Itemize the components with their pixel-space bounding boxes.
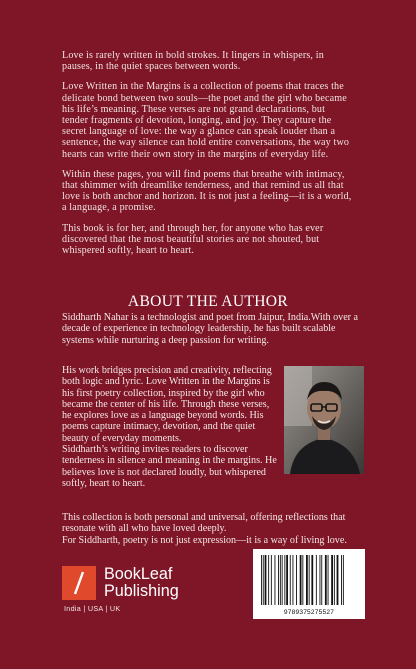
barcode-bar <box>275 555 276 605</box>
barcode-bar <box>343 555 344 605</box>
barcode-bar <box>268 555 269 605</box>
barcode-bar <box>328 555 329 605</box>
barcode-bar <box>302 555 303 605</box>
barcode-bar <box>316 555 317 605</box>
barcode-bar <box>306 555 308 605</box>
about-author-heading: ABOUT THE AUTHOR <box>127 293 289 310</box>
barcode-bar <box>263 555 264 605</box>
author-bio-closing <box>62 512 362 546</box>
barcode-bar <box>265 555 267 605</box>
bio-paragraph: His work bridges precision and creativity, reflecting both logic and lyric. Love Written in the Margins is his first poetry collection, inspired by the girl who became the center of his life. Through these verses, he explores love as a language beyond words. His poems capture intimacy, devotion, and the quiet beauty of everyday moments. <box>62 365 272 444</box>
publisher-locations: India | USA | UK <box>64 604 121 613</box>
bio-paragraph: This collection is both personal and universal, offering reflections that resonate with all who have loved deeply. <box>62 512 346 535</box>
publisher-name-line2: Publishing <box>104 582 179 600</box>
blurb-paragraph: This book is for her, and through her, for anyone who has ever discovered that the most beautiful stories are not shouted, but whispered softly, heart to heart. <box>62 222 324 257</box>
barcode-bar <box>334 555 335 605</box>
isbn-number: 9789375275527 <box>283 609 335 616</box>
blurb-paragraph: Love is rarely written in bold strokes. It lingers in whispers, in pauses, in the quiet spaces between words. <box>62 50 324 73</box>
bio-paragraph: For Siddharth, poetry is not just expression—it is a way of living love. <box>62 534 347 546</box>
barcode-bar <box>321 555 322 605</box>
blurb-paragraph: Within these pages, you will find poems that breathe with intimacy, that shimmer with dreamlike tenderness, and that remind us all that love is both anchor and horizon. It is not just a feeling—it is a world, a language, a promise. <box>62 168 352 214</box>
barcode-bar <box>296 555 297 605</box>
bio-paragraph: Siddharth’s writing invites readers to discover tenderness in silence and meaning in the margins. He believes love is not declared loudly, but whispered softly, heart to heart. <box>62 444 277 489</box>
barcode-bar <box>331 555 333 605</box>
isbn-barcode <box>253 549 365 619</box>
publisher-name-line1: BookLeaf <box>104 565 173 583</box>
barcode-bar <box>271 555 272 605</box>
bookleaf-slash-icon <box>62 566 96 600</box>
publisher-name <box>104 566 179 600</box>
back-cover-blurb <box>62 50 352 265</box>
barcode-bar <box>278 555 279 605</box>
barcode-bar <box>309 555 310 605</box>
bio-paragraph: Siddharth Nahar is a technologist and poet from Jaipur, India.With over a decade of experience in technology leadership, he has built scalable systems while nurturing a deep passion for writing. <box>62 312 359 346</box>
bookleaf-logo <box>62 566 96 600</box>
author-portrait-icon <box>284 366 364 474</box>
barcode-bar <box>337 555 339 605</box>
barcode-bars-icon <box>253 549 365 607</box>
barcode-bar <box>282 555 283 605</box>
barcode-bar <box>341 555 342 605</box>
barcode-bar <box>284 555 285 605</box>
barcode-bar <box>325 555 327 605</box>
barcode-bar <box>261 555 262 605</box>
barcode-bar <box>300 555 302 605</box>
barcode-bar <box>293 555 294 605</box>
author-bio-intro <box>62 312 367 346</box>
barcode-bar <box>311 555 313 605</box>
barcode-bar <box>320 555 321 605</box>
author-photo <box>284 366 364 474</box>
author-bio-middle <box>62 365 278 489</box>
barcode-bar <box>280 555 281 605</box>
blurb-paragraph: Love Written in the Margins is a collection of poems that traces the delicate bond between two souls—the poet and the girl who became his life’s meaning. These verses are not grand declarations, but tender fragments of devotion, longing, and joy. They capture the secret language of love: the way a glance can speak louder than a sentence, the way silence can hold entire conversations, the way two hearts can write their own story in the margins of everyday life. <box>62 81 350 160</box>
barcode-bar <box>286 555 288 605</box>
barcode-bar <box>290 555 291 605</box>
